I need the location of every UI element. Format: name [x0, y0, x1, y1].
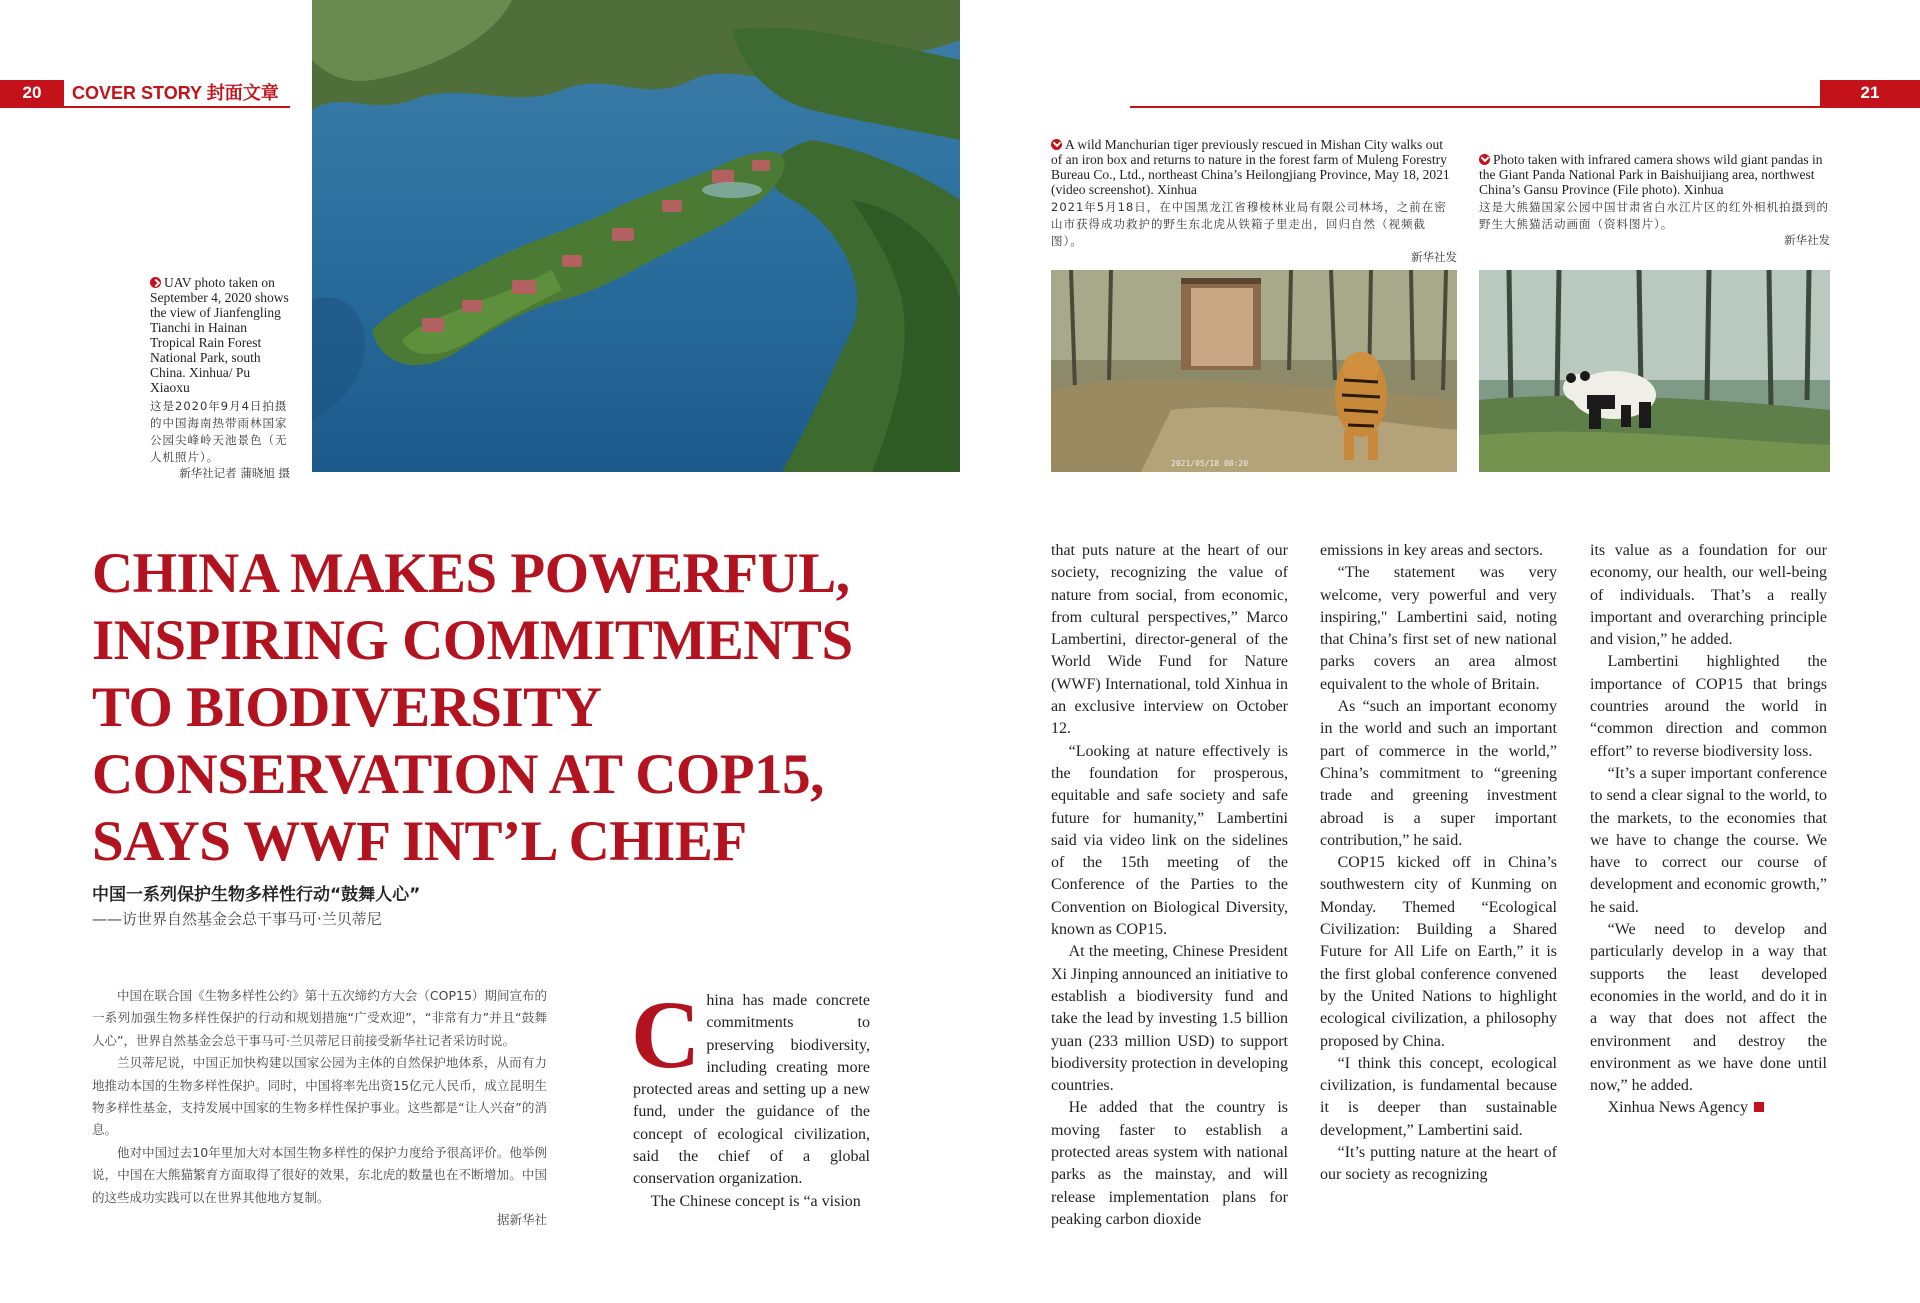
- panda-infrared-photo: [1479, 270, 1830, 472]
- lake-photo-caption: [150, 275, 290, 481]
- article-column-2: [1051, 540, 1288, 1231]
- article-paragraph: emissions in key areas and sectors.: [1320, 542, 1544, 559]
- chinese-paragraph: 中国在联合国《生物多样性公约》第十五次缔约方大会（COP15）期间宣布的一系列加强生物多样性保护的行动和规划措施“广受欢迎”，“非常有力”并且“鼓舞人心”，世界自然基金会总干事马可·兰贝蒂尼日前接受新华社记者采访时说。: [92, 988, 547, 1048]
- headline-line: SAYS WWF INT’L CHIEF: [92, 810, 747, 873]
- end-mark-icon: [1754, 1102, 1764, 1112]
- article-paragraph: “It’s a super important conference to send a clear signal to the world, to the markets, to the economies that we have to change the course. We have to correct our course of development and economic growth,” he said.: [1590, 764, 1827, 916]
- article-paragraph: that puts nature at the heart of our society, recognizing the value of nature from social, from economic, from cultural perspectives,” Marco Lambertini, director-general of the World Wide Fund for Nature (WWF) International, told Xinhua in an exclusive interview on October 12.: [1051, 542, 1288, 738]
- chinese-title: 中国一系列保护生物多样性行动“鼓舞人心”: [92, 885, 421, 905]
- headline-line: CONSERVATION AT COP15,: [92, 743, 824, 806]
- tiger-photo-caption: [1051, 137, 1457, 265]
- lake-caption-en: UAV photo taken on September 4, 2020 shows the view of Jianfengling Tianchi in Hainan Tropical Rain Forest National Park, south China. Xinhua/ Pu Xiaoxu: [150, 275, 289, 395]
- headline-line: TO BIODIVERSITY: [92, 676, 602, 739]
- article-paragraph: “Looking at nature effectively is the foundation for prosperous, equitable and safe society and safe future for humanity,” Lambertini said via video link on the sidelines of the 15th meeting of the Conference of the Parties to the Convention on Biological Diversity, known as COP15.: [1051, 742, 1288, 939]
- tiger-caption-cn: 2021年5月18日，在中国黑龙江省穆棱林业局有限公司林场，之前在密山市获得成功救护的野生东北虎从铁箱子里走出，回归自然（视频截图）。: [1051, 200, 1447, 248]
- article-paragraph: COP15 kicked off in China’s southwestern city of Kunming on Monday. Themed “Ecological Civilization: Building a Shared Future for All Life on Earth,” it is the first global conference convened by the United Nations to highlight ecological civilization, a philosophy proposed by China.: [1320, 854, 1557, 1050]
- article-paragraph: The Chinese concept is “a vision: [650, 1192, 861, 1210]
- panda-caption-cn: 这是大熊猫国家公园中国甘肃省白水江片区的红外相机拍摄到的野生大熊猫活动画面（资料图片）。: [1479, 200, 1829, 231]
- tiger-caption-credit: 新华社发: [1411, 250, 1457, 264]
- tiger-caption-en: A wild Manchurian tiger previously rescued in Mishan City walks out of an iron box and returns to nature in the forest farm of Muleng Forestry Bureau Co., Ltd., northeast China’s Heilongjiang Province, May 18, 2021 (video screenshot). Xinhua: [1051, 137, 1450, 197]
- left-page-number: 20: [0, 80, 64, 106]
- section-label-cn: 封面文章: [206, 83, 279, 103]
- caption-arrow-icon: [150, 277, 161, 288]
- tiger-release-photo: [1051, 270, 1457, 472]
- article-paragraph: As “such an important economy in the world and such an important part of commerce in the world,” China’s commitment to “greening trade and greening investment abroad is a super important contribution,” he said.: [1320, 698, 1557, 849]
- article-paragraph: Lambertini highlighted the importance of COP15 that brings countries around the world in “common direction and common effort” to reverse biodiversity loss.: [1590, 653, 1827, 760]
- panda-caption-credit: 新华社发: [1784, 233, 1830, 247]
- article-paragraph: “The statement was very welcome, very powerful and very inspiring," Lambertini said, noting that China’s first set of new national parks covers an area almost equivalent to the whole of Britain.: [1320, 564, 1557, 693]
- article-paragraph: He added that the country is moving faster to establish a protected areas system with national parks as the mainstay, and will release implementation plans for peaking carbon dioxide: [1051, 1099, 1288, 1228]
- chinese-paragraph: 他对中国过去10年里加大对本国生物多样性的保护力度给予很高评价。他举例说，中国在大熊猫繁育方面取得了很好的效果，东北虎的数量也在不断增加。中国的这些成功实践可以在世界其他地方复制。: [92, 1144, 547, 1205]
- lake-caption-cn: 这是2020年9月4日拍摄的中国海南热带雨林国家公园尖峰岭天池景色（无人机照片）。: [150, 399, 288, 464]
- tiger-photo-timestamp: 2021/05/18 08:20: [1171, 459, 1249, 468]
- article-paragraph: “We need to develop and particularly develop in a way that supports the least developed economies in the world, and do it in a way that does not affect the environment and destroy the environment as we have done until now,” he added.: [1590, 921, 1827, 1095]
- caption-arrow-icon: [1479, 154, 1490, 165]
- article-signoff: Xinhua News Agency: [1607, 1099, 1749, 1117]
- lake-aerial-photo: [312, 0, 960, 472]
- headline: [92, 540, 872, 875]
- panda-photo-caption: [1479, 152, 1830, 248]
- caption-arrow-icon: [1051, 139, 1062, 150]
- section-label-en: COVER STORY: [72, 83, 202, 103]
- article-column-4: [1590, 540, 1827, 1120]
- article-paragraph: hina has made concrete commitments to preserving biodiversity, including creating more protected areas and setting up a new fund, under the guidance of the concept of ecological civilization, said the chief of a global conservation organization.: [633, 992, 870, 1188]
- right-page-number: 21: [1820, 80, 1920, 106]
- drop-cap: C: [631, 981, 701, 1088]
- chinese-summary: [92, 985, 547, 1231]
- chinese-source: 据新华社: [496, 1212, 547, 1228]
- header-rule-left: [0, 106, 290, 108]
- chinese-subtitle: ——访世界自然基金会总干事马可·兰贝蒂尼: [92, 910, 382, 928]
- article-paragraph: “It’s putting nature at the heart of our society as recognizing: [1320, 1144, 1557, 1184]
- panda-caption-en: Photo taken with infrared camera shows wild giant pandas in the Giant Panda National Park in Baishuijiang area, northwest China’s Gansu Province (File photo). Xinhua: [1479, 152, 1823, 197]
- headline-line: INSPIRING COMMITMENTS: [92, 609, 853, 672]
- article-paragraph: “I think this concept, ecological civilization, is fundamental because it is deeper than sustainable development,” Lambertini said.: [1320, 1054, 1557, 1139]
- article-paragraph: At the meeting, Chinese President Xi Jinping announced an initiative to establish a biodiversity fund and take the lead by investing 1.5 billion yuan (233 million USD) to support biodiversity protection in developing countries.: [1051, 943, 1288, 1095]
- article-column-3: [1320, 540, 1557, 1187]
- header-rule-right: [1130, 106, 1920, 108]
- chinese-paragraph: 兰贝蒂尼说，中国正加快构建以国家公园为主体的自然保护地体系，从而有力地推动本国的生物多样性保护。同时，中国将率先出资15亿元人民币，成立昆明生物多样性基金，支持发展中国家的生物多样性保护事业。这些都是“让人兴奋”的消息。: [92, 1055, 547, 1138]
- article-paragraph: its value as a foundation for our economy, our health, our well-being of individuals. That’s a really important and overarching principle and vision,” he added.: [1590, 542, 1827, 649]
- lake-caption-credit: 新华社记者 蒲晓旭 摄: [179, 466, 290, 480]
- article-column-1: [631, 981, 870, 1213]
- section-label: [72, 80, 279, 106]
- headline-line: CHINA MAKES POWERFUL,: [92, 542, 850, 605]
